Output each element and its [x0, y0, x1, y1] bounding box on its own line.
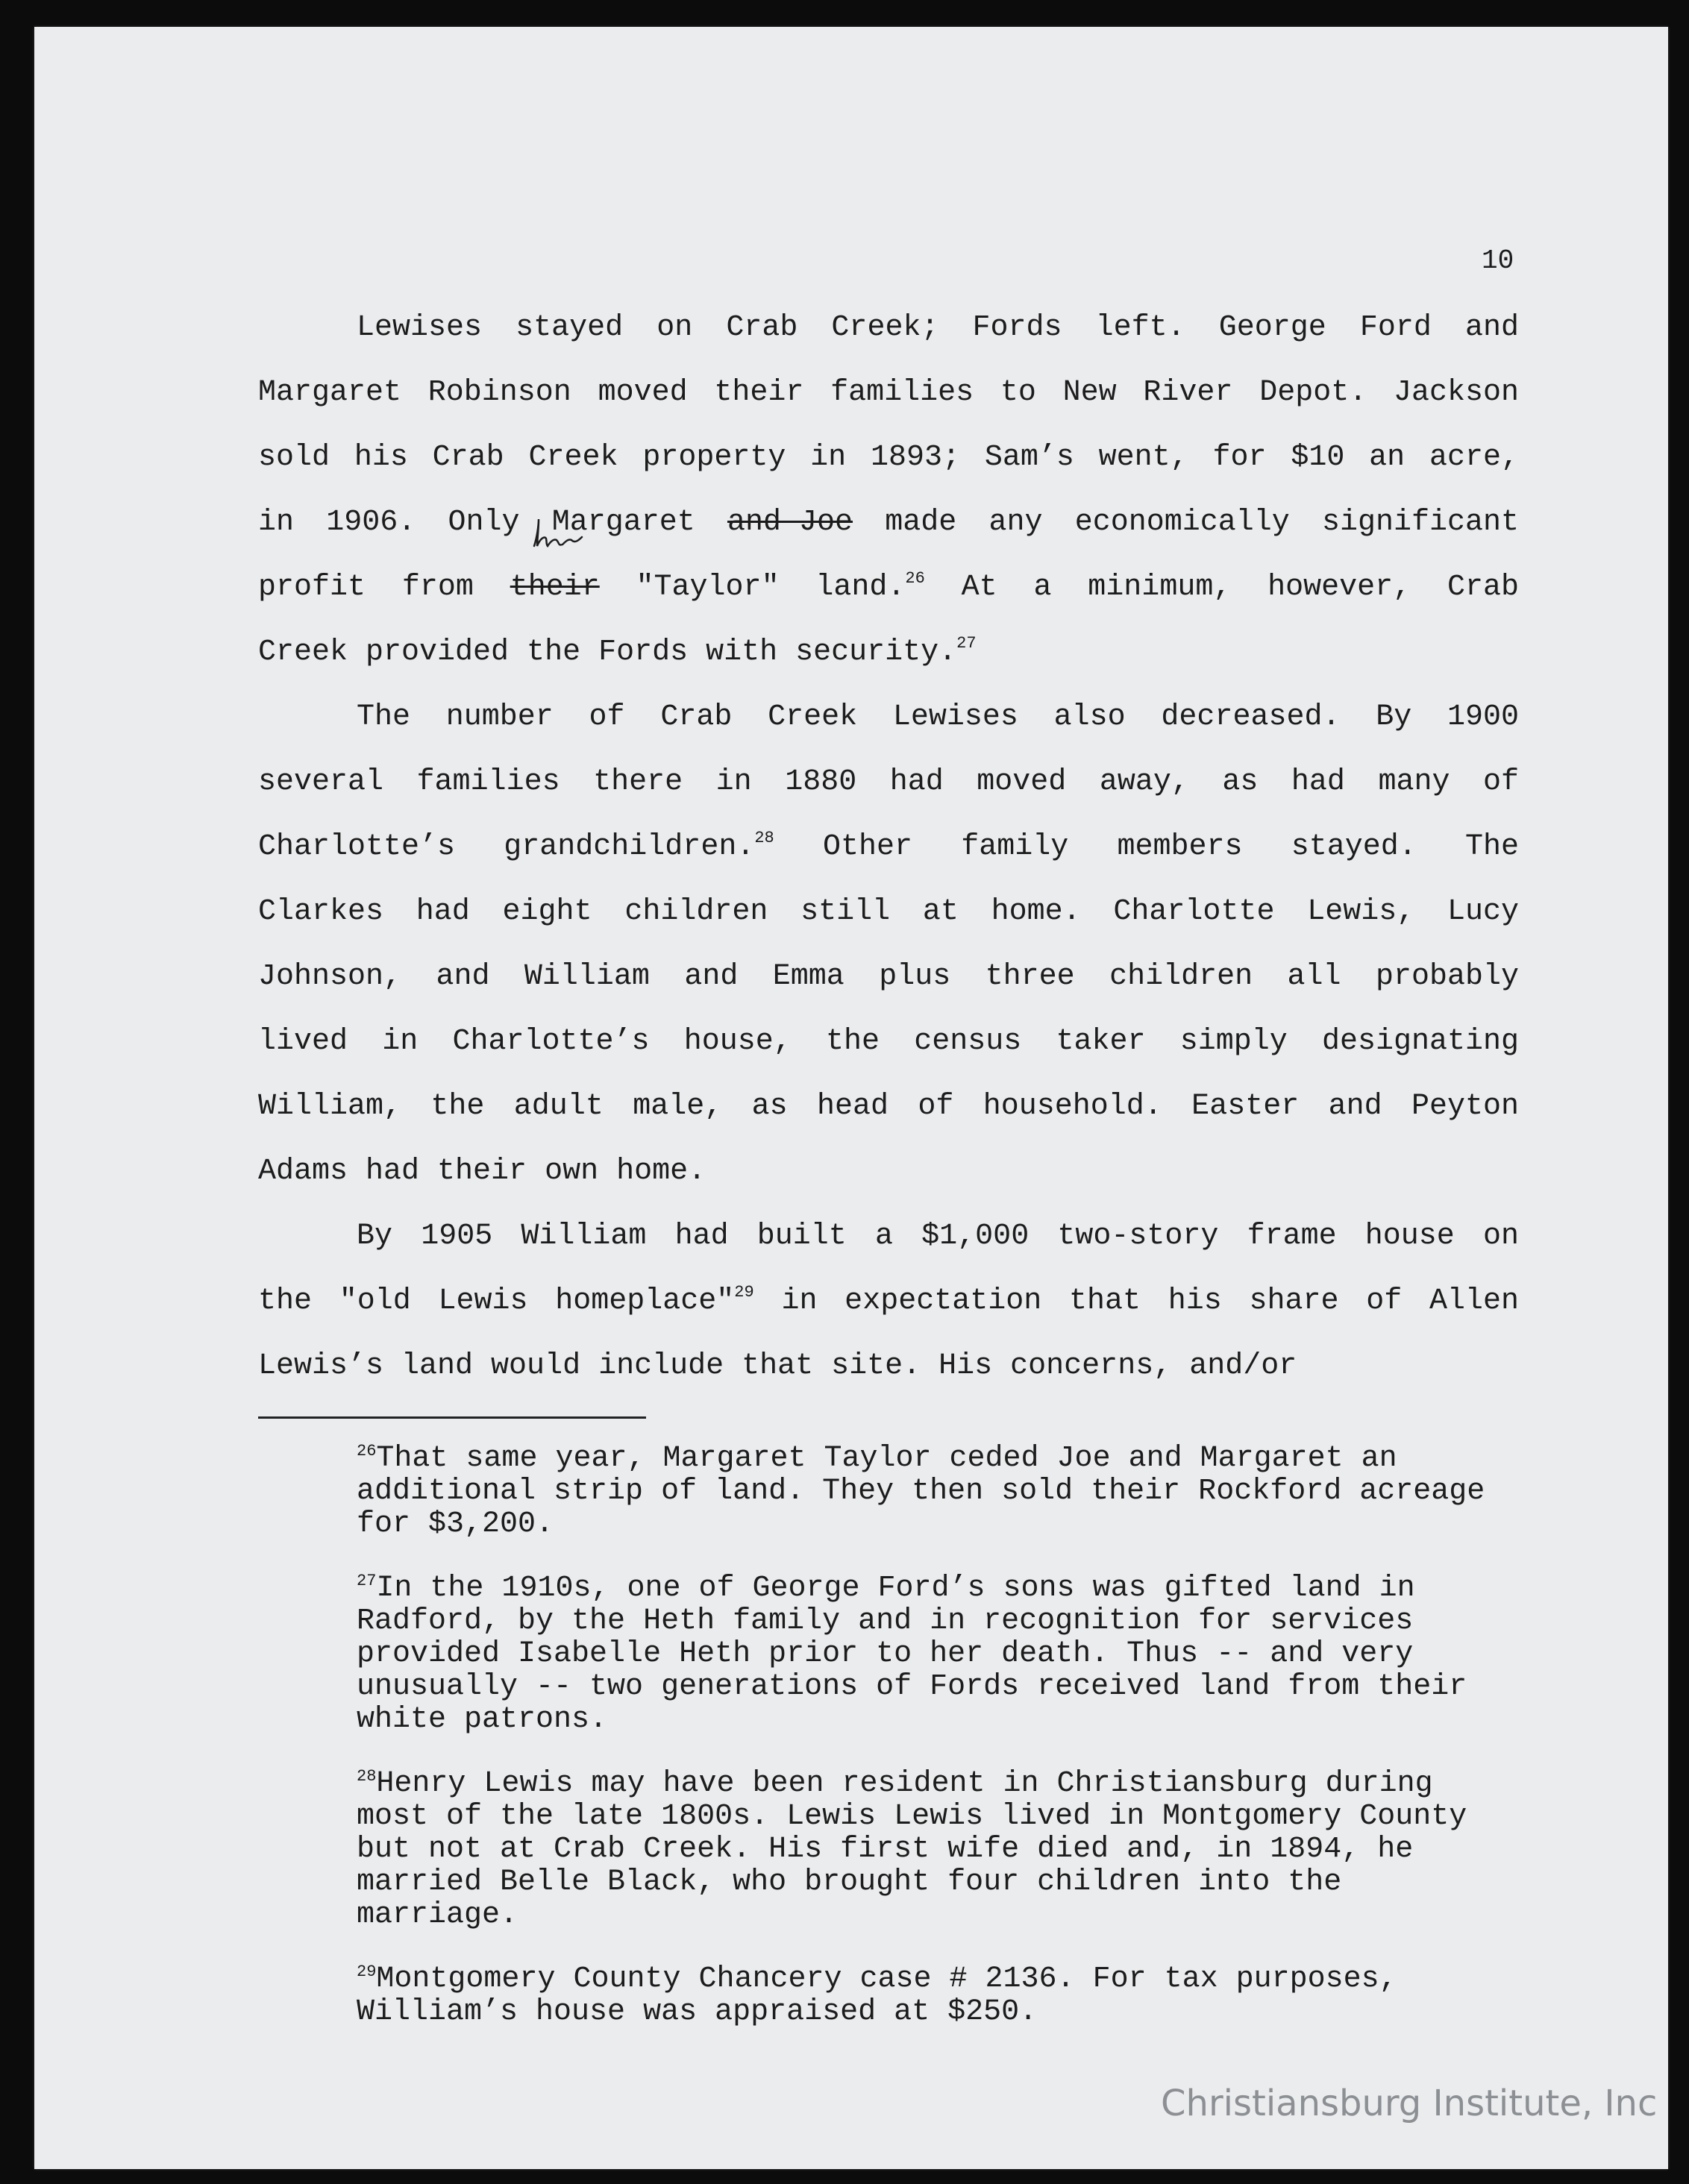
- footnote-reference: 28: [754, 829, 774, 847]
- text-line: lived in Charlotte’s house, the census taker simply designating: [258, 1025, 1519, 1058]
- edited-word: [510, 555, 600, 620]
- text-line: Margaret Robinson moved their families to New River Depot. Jackson: [258, 376, 1519, 410]
- footnote-text: In the 1910s, one of George Ford’s sons was gifted land in Radford, by the Heth family and in recognition for services provided Isabelle Heth prior to her death. Thus -- and very unusually -- two generations of Fords received land from their white patrons.: [357, 1572, 1467, 1736]
- text-line: Lewises stayed on Crab Creek; Fords left. George Ford and: [357, 311, 1519, 345]
- text-run: Creek provided the Fords with security.: [258, 636, 957, 669]
- footnote-marker: 26: [357, 1442, 377, 1460]
- struck-through-text: their: [510, 571, 600, 604]
- text-line: [258, 815, 1519, 879]
- struck-through-text: and Joe: [727, 506, 853, 539]
- footnote-reference: 29: [734, 1283, 754, 1302]
- text-run: "Taylor" land.: [599, 571, 906, 604]
- handwritten-insertion: [531, 516, 585, 549]
- text-line: Clarkes had eight children still at home. Charlotte Lewis, Lucy: [258, 895, 1519, 929]
- text-run: in 1906. Only Margaret: [258, 506, 727, 539]
- text-line: The number of Crab Creek Lewises also decreased. By 1900: [357, 700, 1519, 734]
- text-line: [258, 490, 1519, 555]
- footnote-26: [258, 1443, 1519, 1541]
- footnote-29: [258, 1963, 1519, 2029]
- footnotes: [258, 1443, 1519, 2060]
- text-run: profit from: [258, 571, 510, 604]
- document-page: [34, 27, 1668, 2169]
- page-number: 10: [1482, 245, 1514, 276]
- footnote-text: Montgomery County Chancery case # 2136. For tax purposes, William’s house was appraised at $250.: [357, 1962, 1397, 2029]
- footnote-text: That same year, Margaret Taylor ceded Joe and Margaret an additional strip of land. They then sold their Rockford acreage for $3,200.: [357, 1442, 1485, 1541]
- text-run: At a minimum, however, Crab: [924, 571, 1520, 604]
- text-line: William, the adult male, as head of household. Easter and Peyton: [258, 1090, 1519, 1123]
- text-run: the "old Lewis homeplace": [258, 1284, 735, 1318]
- text-run: Charlotte’s grandchildren.: [258, 830, 755, 864]
- text-line: several families there in 1880 had moved away, as had many of: [258, 765, 1519, 799]
- footnote-separator: [258, 1416, 646, 1419]
- text-line: By 1905 William had built a $1,000 two-story frame house on: [357, 1220, 1519, 1253]
- text-line: [258, 1269, 1519, 1334]
- paragraph: [258, 1204, 1519, 1399]
- watermark: Christiansburg Institute, Inc: [1161, 2083, 1658, 2124]
- text-run: made any economically significant: [853, 506, 1519, 539]
- text-run: in expectation that his share of Allen: [753, 1284, 1519, 1318]
- footnote-28: [258, 1768, 1519, 1932]
- footnote-reference: 27: [956, 634, 977, 653]
- footnote-marker: 28: [357, 1767, 377, 1786]
- edited-word: [727, 490, 853, 555]
- text-line: [258, 620, 1519, 685]
- paragraph: [258, 295, 1519, 685]
- footnote-27: [258, 1572, 1519, 1736]
- footnote-text: Henry Lewis may have been resident in Christiansburg during most of the late 1800s. Lewis Lewis lived in Montgomery County but not at Crab Creek. His first wife died and, in 1894, he married Belle Black, who brought four children into the marriage.: [357, 1767, 1467, 1932]
- text-line: Lewis’s land would include that site. His concerns, and/or: [258, 1349, 1297, 1383]
- body-text: [258, 295, 1519, 1399]
- text-run: Other family members stayed. The: [774, 830, 1519, 864]
- text-line: Adams had their own home.: [258, 1155, 706, 1188]
- text-line: [258, 555, 1519, 620]
- footnote-reference: 26: [905, 569, 925, 588]
- footnote-marker: 27: [357, 1572, 377, 1590]
- paragraph: [258, 685, 1519, 1204]
- text-line: Johnson, and William and Emma plus three children all probably: [258, 960, 1519, 994]
- footnote-marker: 29: [357, 1962, 377, 1981]
- text-line: sold his Crab Creek property in 1893; Sam’s went, for $10 an acre,: [258, 441, 1519, 474]
